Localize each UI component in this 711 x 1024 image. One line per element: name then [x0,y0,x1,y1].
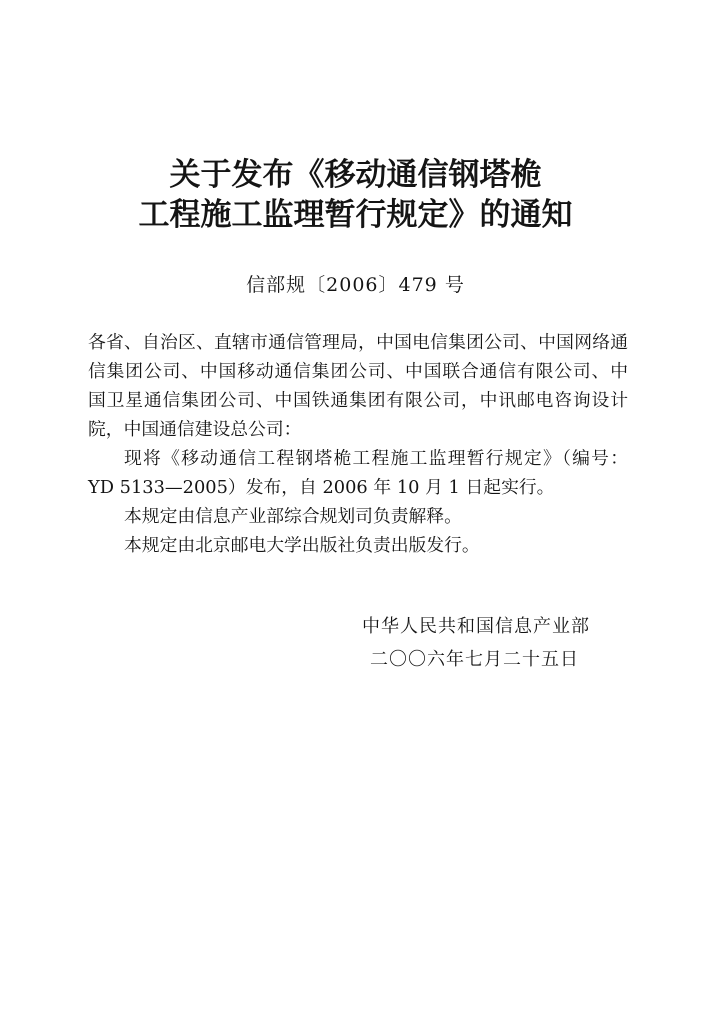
issuing-authority: 中华人民共和国信息产业部 [362,616,590,637]
issue-date: 二〇〇六年七月二十五日 [370,649,579,670]
notice-title-line-1: 关于发布《移动通信钢塔桅 [169,157,542,193]
notice-title-line-2: 工程施工监理暂行规定》的通知 [138,197,573,233]
publisher-paragraph: 本规定由北京邮电大学出版社负责出版发行。 [124,535,480,556]
notice-body [88,328,628,560]
interpretation-paragraph: 本规定由信息产业部综合规划司负责解释。 [124,506,462,527]
addressee-line: 院，中国通信建设总公司： [88,419,302,440]
addressee-line: 信集团公司、中国移动通信集团公司、中国联合通信有限公司、中 [88,361,628,382]
publication-paragraph-line: YD 5133—2005）发布，自 2006 年 10 月 1 日起实行。 [88,477,555,498]
addressee-line: 国卫星通信集团公司、中国铁通集团有限公司，中讯邮电咨询设计 [88,390,628,411]
document-number: 信部规〔2006〕479 号 [246,274,465,296]
addressee-line: 各省、自治区、直辖市通信管理局，中国电信集团公司、中国网络通 [88,332,628,353]
publication-paragraph-line: 现将《移动通信工程钢塔桅工程施工监理暂行规定》（编号： [124,448,628,469]
